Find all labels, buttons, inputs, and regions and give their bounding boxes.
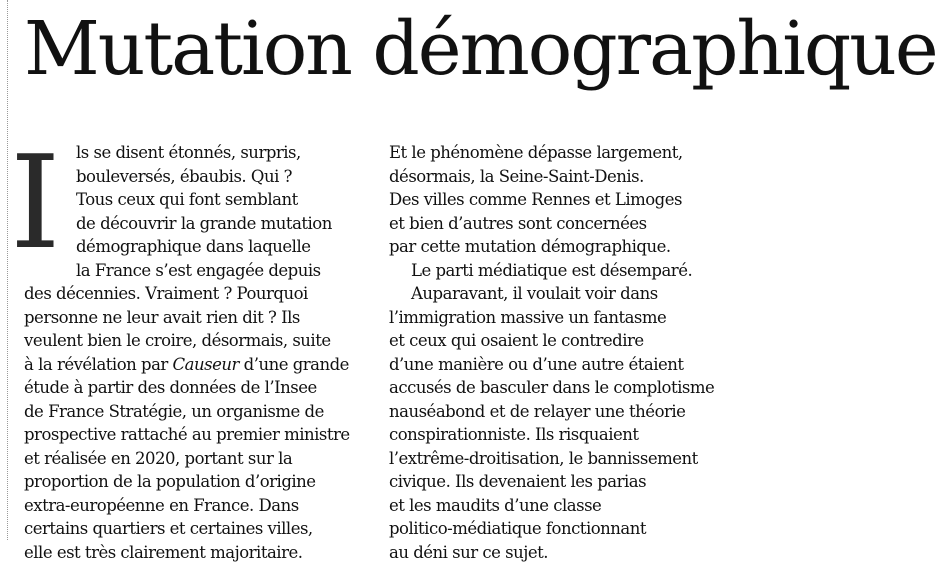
body-line: elle est très clairement majoritaire. bbox=[24, 542, 303, 562]
body-line: Et le phénomène dépasse largement, bbox=[389, 143, 683, 162]
body-line-part: à la révélation par bbox=[24, 354, 173, 374]
body-line: civique. Ils devenaient les parias bbox=[389, 472, 647, 491]
body-line: ls se disent étonnés, surpris, bbox=[76, 143, 301, 162]
body-line: par cette mutation démographique. bbox=[389, 237, 671, 256]
body-line bbox=[24, 353, 364, 377]
body-line: prospective rattaché au premier ministre bbox=[24, 425, 350, 444]
body-line: bouleversés, ébaubis. Qui ? bbox=[76, 166, 292, 186]
body-line: des décennies. Vraiment ? Pourquoi bbox=[24, 284, 308, 303]
body-line: démographique dans laquelle bbox=[76, 237, 311, 256]
article-left-column bbox=[24, 141, 364, 564]
body-line: la France s’est engagée depuis bbox=[76, 260, 321, 280]
body-line: au déni sur ce sujet. bbox=[389, 542, 549, 562]
body-line: politico-médiatique fonctionnant bbox=[389, 519, 646, 538]
body-line: de découvrir la grande mutation bbox=[76, 213, 332, 233]
column-rule bbox=[7, 0, 8, 540]
body-line: accusés de basculer dans le complotisme bbox=[389, 378, 715, 397]
body-line: et les maudits d’une classe bbox=[389, 495, 602, 515]
publication-name: Causeur bbox=[172, 354, 239, 374]
body-line: veulent bien le croire, désormais, suite bbox=[24, 331, 331, 350]
headline: Mutation démographique bbox=[24, 6, 937, 92]
body-line: de France Stratégie, un organisme de bbox=[24, 401, 324, 421]
body-line: nauséabond et de relayer une théorie bbox=[389, 401, 686, 421]
body-line: étude à partir des données de l’Insee bbox=[24, 378, 317, 397]
body-line: Auparavant, il voulait voir dans bbox=[411, 284, 658, 303]
body-line: conspirationniste. Ils risquaient bbox=[389, 425, 639, 444]
body-line: l’extrême-droitisation, le bannissement bbox=[389, 448, 698, 468]
body-line: Des villes comme Rennes et Limoges bbox=[389, 190, 682, 209]
body-line: et ceux qui osaient le contredire bbox=[389, 331, 644, 350]
body-line: proportion de la population d’origine bbox=[24, 472, 316, 491]
article-right-column bbox=[389, 141, 749, 564]
body-line: désormais, la Seine-Saint-Denis. bbox=[389, 166, 644, 186]
body-line: extra-européenne en France. Dans bbox=[24, 495, 299, 515]
body-line: personne ne leur avait rien dit ? Ils bbox=[24, 307, 300, 327]
drop-cap: I bbox=[10, 129, 61, 278]
body-line-part: d’une grande bbox=[238, 354, 349, 374]
body-line: Tous ceux qui font semblant bbox=[76, 190, 298, 209]
body-line: certains quartiers et certaines villes, bbox=[24, 519, 313, 538]
body-line: et réalisée en 2020, portant sur la bbox=[24, 448, 293, 468]
body-line: l’immigration massive un fantasme bbox=[389, 307, 667, 327]
body-line: d’une manière ou d’une autre étaient bbox=[389, 354, 684, 374]
body-line: Le parti médiatique est désemparé. bbox=[411, 260, 693, 280]
body-line: et bien d’autres sont concernées bbox=[389, 213, 647, 233]
